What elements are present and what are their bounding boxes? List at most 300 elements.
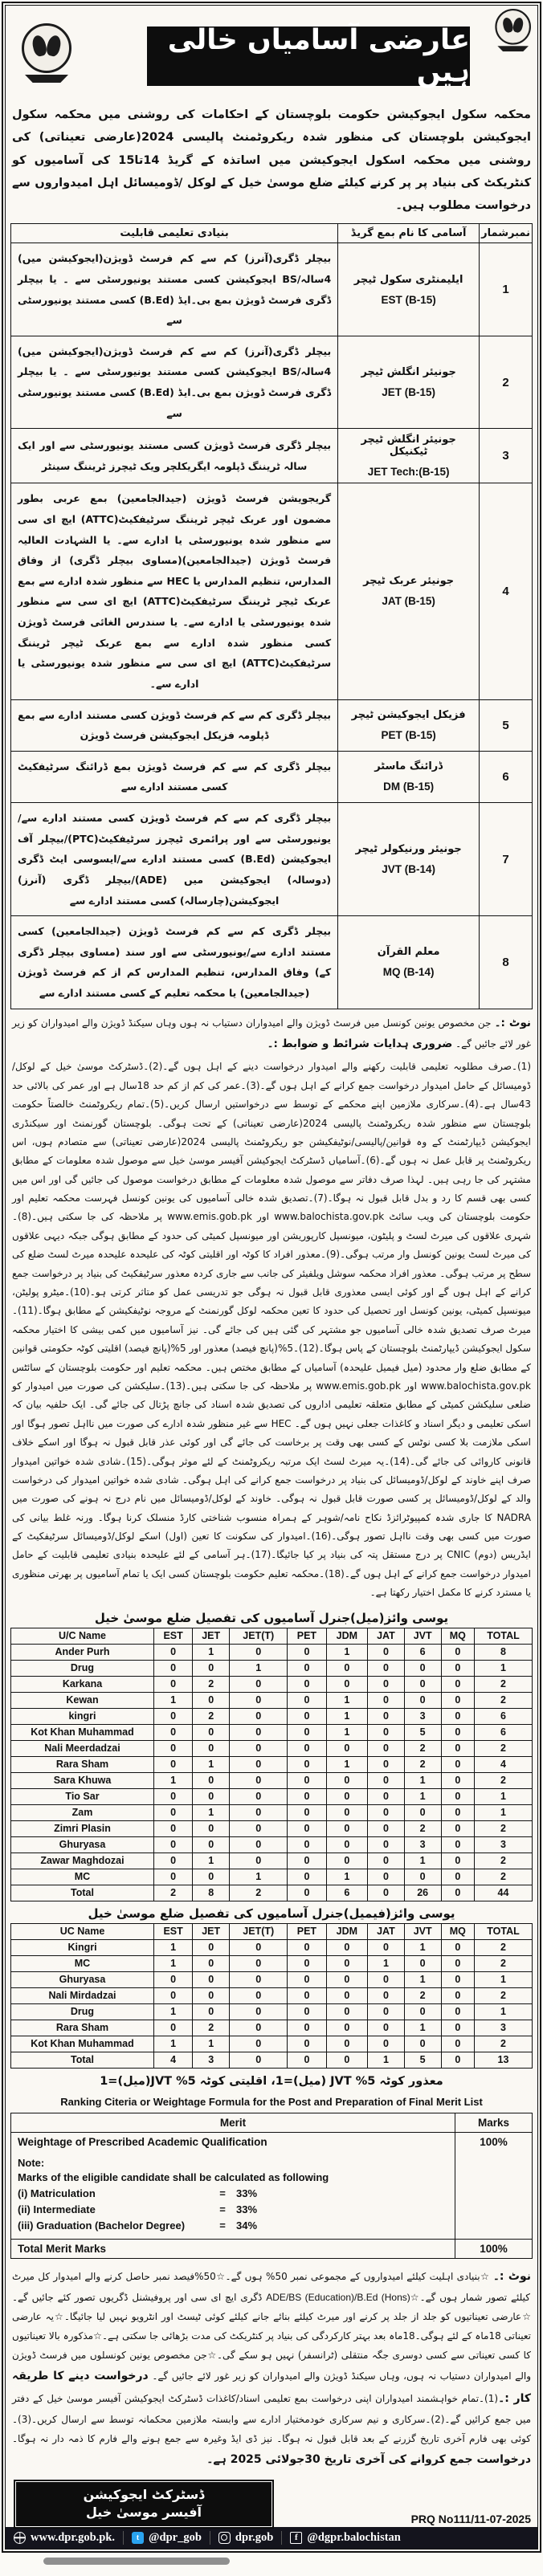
- uc-name-cell: Zam: [11, 1804, 154, 1820]
- bottom-note-prefix: نوٹ :۔: [492, 2269, 532, 2283]
- government-crest-icon: [22, 23, 71, 83]
- female-table-title: یوسی وائز(فیمیل)جنرل آسامیوں کی تفصیل ضلع موسیٰ خیل: [88, 1906, 455, 1921]
- count-cell: 0: [326, 2052, 368, 2068]
- count-cell: 0: [288, 2020, 326, 2036]
- count-cell: 0: [441, 2020, 474, 2036]
- count-cell: 1: [404, 1788, 441, 1804]
- count-cell: 0: [230, 1955, 288, 1971]
- count-cell: 6: [404, 1644, 441, 1660]
- count-cell: 1: [368, 2052, 405, 2068]
- count-cell: 0: [368, 1804, 405, 1820]
- table-row: [11, 1987, 533, 2003]
- count-cell: 1: [368, 1955, 405, 1971]
- count-cell: 0: [441, 1644, 474, 1660]
- count-cell: 0: [368, 1820, 405, 1836]
- column-header: EST: [154, 1628, 193, 1644]
- ade-token: ADE/BS (Education)/B.Ed (Hons): [266, 2291, 410, 2303]
- count-cell: 1: [404, 1971, 441, 1987]
- count-cell: 0: [230, 1788, 288, 1804]
- count-cell: 1: [193, 1804, 230, 1820]
- table-row: [11, 1939, 533, 1955]
- count-cell: 0: [288, 1820, 326, 1836]
- weightage-row: [11, 2133, 532, 2151]
- officer-signature-box: [15, 2481, 272, 2527]
- post-title: فزیکل ایجوکیشن ٹیچر: [351, 709, 466, 722]
- count-cell: 0: [193, 1660, 230, 1676]
- count-cell: 0: [288, 1836, 326, 1853]
- count-cell: 1: [193, 1644, 230, 1660]
- serial-cell: 5: [480, 699, 533, 751]
- table-row: [11, 2020, 533, 2036]
- count-cell: 0: [368, 2003, 405, 2020]
- advert-inner-frame: [5, 5, 538, 2550]
- weightage-label: Weightage of Prescribed Academic Qualification: [18, 2135, 267, 2148]
- count-cell: 0: [288, 2052, 326, 2068]
- post-cell: [338, 243, 480, 336]
- calc-item-graduation: (iii) Graduation (Bachelor Degree) = 34%: [18, 2219, 258, 2232]
- count-cell: 0: [288, 1885, 326, 1901]
- merit-table: [10, 2113, 533, 2259]
- count-cell: 0: [326, 1836, 368, 1853]
- title-banner: [147, 26, 470, 86]
- social-handle: www.dpr.gob.pk.: [31, 2530, 116, 2544]
- count-cell: 0: [404, 1660, 441, 1676]
- count-cell: 1: [193, 1756, 230, 1772]
- count-cell: 0: [230, 1676, 288, 1692]
- vacancy-header-row: [11, 1923, 533, 1939]
- count-cell: 0: [441, 1788, 474, 1804]
- count-cell: 0: [326, 1955, 368, 1971]
- social-handle: @dgpr.balochistan: [307, 2530, 401, 2544]
- total-row: [11, 2052, 533, 2068]
- count-cell: 0: [193, 1987, 230, 2003]
- count-cell: 0: [230, 2003, 288, 2020]
- count-cell: 4: [154, 2052, 193, 2068]
- count-cell: 0: [288, 1740, 326, 1756]
- count-cell: 0: [368, 1853, 405, 1869]
- count-cell: 0: [193, 1869, 230, 1885]
- count-cell: 0: [230, 2020, 288, 2036]
- count-cell: 0: [154, 2020, 193, 2036]
- bottom-note: نوٹ :۔ ☆بنیادی اہلیت کیلئے امیدواروں کے مجموعی نمبر 50% ہوں گے۔☆50%فیصد نمبر حاصل کرنے والے امیدوار کل میرٹ کیلئے تصور شمار ہوں گے۔☆ADE/BS (Education)/B.Ed (Hons) ڈگری ایچ ای سی اور پروفیشنل ڈگریوں تصور کئے جائیں گے۔☆عارضی تعیناتیوں کو جلد از جلد پر کرنے اور میرٹ کیلئے بنائے جانے کیلئے کوئی ٹیسٹ اور انٹرویو نہیں لیا جائیگا۔☆یہ عارضی تعیناتی 18ماہ کے لئے ہوگی۔18ماہ بعد بہتر کارکردگی کی بنیاد پر کنٹریکٹ کی مدت بڑھائی جا سکتی ہے۔☆مذکورہ بالا تعیناتیوں کا کسی تعیناتی سے کسی دوسری جگہ منتقلی (ٹرانسفر) نہیں ہو سکے گی۔☆جن مخصوص یونین کونسلوں میں فرسٹ ڈویژن والے امیدواران دستیاب نہ ہوں، وہاں سیکنڈ ڈویژن والے امیدواران کو زیر غور لائے جائیں گے۔ درخواست دینے کا طریقہ کار :۔(1)۔تمام خواہشمند امیدواران اپنی درخواست بمع تعلیمی اسناد/کاغذات ڈسٹرکٹ ایجوکیشن آفیسر موسیٰ خیل کے دفتر میں جمع کرائیں گے۔(2)۔سرکاری و نیم سرکاری خودمختیار ادارے سے وابستہ ملازمین محکمانہ توسط سے ارسال کریں۔(3)۔ کوئی بھی فارم آخری تاریخ گزرنے کے بعد قابل قبول نہ ہوگا۔ نیز ڈی ایڈ وغیرہ سے جمع ہونے والے فارم کا ذمہ دار نہ ہوگا۔ درخواست جمع کروانے کی آخری تاریخ 30جولائی 2025 ہے۔: [12, 2269, 532, 2466]
- social-handle: dpr.gob: [235, 2530, 274, 2544]
- merit-col-header: Merit: [219, 2116, 247, 2129]
- count-cell: 0: [154, 1676, 193, 1692]
- count-cell: 0: [288, 1756, 326, 1772]
- position-row: [11, 483, 533, 699]
- count-cell: 0: [193, 1971, 230, 1987]
- count-cell: 0: [193, 1836, 230, 1853]
- advert-header: [10, 9, 533, 99]
- count-cell: 2: [475, 1987, 533, 2003]
- count-cell: 0: [154, 1869, 193, 1885]
- count-cell: 0: [154, 1971, 193, 1987]
- table-row: [11, 2036, 533, 2052]
- uc-name-cell: Zawar Maghdozai: [11, 1853, 154, 1869]
- position-row: [11, 751, 533, 802]
- count-cell: 0: [441, 1756, 474, 1772]
- count-cell: 0: [441, 2003, 474, 2020]
- count-cell: 1: [230, 1869, 288, 1885]
- count-cell: 0: [154, 1740, 193, 1756]
- count-cell: 0: [288, 1772, 326, 1788]
- uc-name-cell: Karkana: [11, 1676, 154, 1692]
- count-cell: 0: [154, 1788, 193, 1804]
- count-cell: 0: [230, 1971, 288, 1987]
- count-cell: 0: [368, 1708, 405, 1724]
- post-title: معلم القرآن: [377, 946, 440, 959]
- uc-name-cell: Zimri Plasin: [11, 1820, 154, 1836]
- count-cell: 0: [441, 1955, 474, 1971]
- count-cell: 8: [475, 1644, 533, 1660]
- serial-cell: 4: [480, 483, 533, 699]
- count-cell: 1: [404, 1939, 441, 1955]
- count-cell: 0: [154, 1804, 193, 1820]
- column-header: JET: [193, 1923, 230, 1939]
- count-cell: 0: [288, 1788, 326, 1804]
- column-header: JAT: [368, 1628, 405, 1644]
- count-cell: 0: [288, 1853, 326, 1869]
- post-header: آسامی کا نام بمع گریڈ: [338, 224, 480, 243]
- count-cell: 1: [326, 1692, 368, 1708]
- positions-header-row: [11, 224, 533, 243]
- count-cell: 0: [326, 1788, 368, 1804]
- note-after-positions: [10, 1009, 533, 1058]
- column-header: JVT: [404, 1628, 441, 1644]
- post-cell: [338, 336, 480, 429]
- count-cell: 1: [326, 1756, 368, 1772]
- table-row: [11, 1804, 533, 1820]
- uc-name-cell: Kewan: [11, 1692, 154, 1708]
- serial-cell: 1: [480, 243, 533, 336]
- count-cell: 0: [154, 1756, 193, 1772]
- table-row: [11, 1836, 533, 1853]
- count-cell: 3: [404, 1836, 441, 1853]
- count-cell: 0: [230, 1708, 288, 1724]
- ranking-title: Ranking Citeria or Weightage Formula for the Post and Preparation of Final Merit List: [60, 2095, 483, 2108]
- count-cell: 5: [404, 1724, 441, 1740]
- count-cell: 0: [193, 1955, 230, 1971]
- column-header: UC Name: [11, 1923, 154, 1939]
- footer-zone: [10, 2477, 533, 2527]
- uc-name-cell: Kot Khan Muhammad: [11, 1724, 154, 1740]
- count-cell: 0: [193, 1740, 230, 1756]
- count-cell: 2: [475, 1820, 533, 1836]
- table-row: [11, 1692, 533, 1708]
- count-cell: 0: [154, 1987, 193, 2003]
- position-row: [11, 336, 533, 429]
- count-cell: 0: [193, 1772, 230, 1788]
- count-cell: 0: [326, 1939, 368, 1955]
- count-cell: 0: [404, 1692, 441, 1708]
- count-cell: 1: [326, 1724, 368, 1740]
- count-cell: 0: [193, 1939, 230, 1955]
- count-cell: 6: [475, 1724, 533, 1740]
- note-text: جن مخصوص یونین کونسل میں فرسٹ ڈویژن والے امیدواران دستیاب نہ ہوں وہاں سیکنڈ ڈویژن والے امیدواران کو زیر غور لائے جائیں گے۔: [12, 1017, 531, 1050]
- count-cell: 0: [368, 2036, 405, 2052]
- qualification-cell: بیچلر ڈگری کم سے کم فرسٹ ڈویژن (جیدالجامعین) کسی مستند ادارے سے/یونیورسٹی سے اور سند (مساوی بیچلر ڈگری کے) وفاق المدارس، تنظیم المدارس کم از کم فرسٹ ڈویژن (جیدالجامعین) یا محکمہ تعلیم کے کسی مستند ادارے سے: [11, 916, 338, 1009]
- count-cell: 1: [475, 1971, 533, 1987]
- count-cell: 2: [193, 1676, 230, 1692]
- prq-number: PRQ No111/11-07-2025: [410, 2512, 531, 2525]
- post-code: DM (B-15): [383, 781, 435, 793]
- advert-outer-frame: [2, 2, 541, 2553]
- column-header: TOTAL: [475, 1923, 533, 1939]
- marks-col-header: Marks: [455, 2113, 532, 2132]
- uc-name-cell: Sara Khuwa: [11, 1772, 154, 1788]
- count-cell: 0: [288, 1971, 326, 1987]
- position-row: [11, 803, 533, 916]
- total-merit-row: [11, 2239, 532, 2258]
- count-cell: 0: [230, 1820, 288, 1836]
- count-cell: 1: [230, 1660, 288, 1676]
- qualification-cell: بیچلر ڈگری فرسٹ ڈویژن کسی مستند یونیورسٹی سے اور ایک سالہ ٹریننگ ڈپلومہ ایگریکلچر ویک ٹیچرز ٹریننگ سینٹر: [11, 429, 338, 483]
- count-cell: 1: [154, 1692, 193, 1708]
- advert-title: عارضی آسامیاں خالی ہیں: [167, 24, 470, 88]
- count-cell: 0: [230, 1724, 288, 1740]
- count-cell: 0: [368, 1740, 405, 1756]
- count-cell: 0: [193, 2003, 230, 2020]
- count-cell: 2: [193, 2020, 230, 2036]
- count-cell: 0: [230, 2052, 288, 2068]
- note-prefix: نوٹ :۔: [494, 1016, 532, 1029]
- count-cell: 0: [288, 1708, 326, 1724]
- merit-note-line: Marks of the eligible candidate shall be calculated as following: [18, 2170, 329, 2183]
- column-header: PET: [288, 1923, 326, 1939]
- uc-name-cell: Kot Khan Muhammad: [11, 2036, 154, 2052]
- count-cell: 0: [154, 1660, 193, 1676]
- table-row: [11, 1869, 533, 1885]
- count-cell: 0: [326, 1971, 368, 1987]
- serial-cell: 3: [480, 429, 533, 483]
- count-cell: 0: [404, 1804, 441, 1820]
- count-cell: 0: [193, 1788, 230, 1804]
- post-title: ایلیمنٹری سکول ٹیچر: [353, 273, 463, 286]
- count-cell: 0: [154, 1644, 193, 1660]
- count-cell: 2: [154, 1885, 193, 1901]
- last-date: درخواست جمع کروانے کی آخری تاریخ 30جولائی 2025 ہے۔: [206, 2452, 531, 2466]
- count-cell: 0: [368, 1660, 405, 1676]
- post-code: EST (B-15): [381, 293, 436, 306]
- count-cell: 0: [230, 1836, 288, 1853]
- uc-name-cell: Rara Sham: [11, 1756, 154, 1772]
- post-cell: [338, 483, 480, 699]
- count-cell: 0: [288, 1869, 326, 1885]
- count-cell: 0: [368, 1676, 405, 1692]
- scrollbar-thumb[interactable]: [43, 2558, 230, 2565]
- count-cell: 0: [441, 2052, 474, 2068]
- count-cell: 2: [230, 1885, 288, 1901]
- procedure-heading: درخواست دینے کا طریقہ کار :۔: [12, 2369, 531, 2405]
- count-cell: 0: [154, 1820, 193, 1836]
- count-cell: 0: [288, 2003, 326, 2020]
- count-cell: 0: [154, 1708, 193, 1724]
- table-row: [11, 1853, 533, 1869]
- count-cell: 1: [326, 1708, 368, 1724]
- social-item: [123, 2531, 210, 2545]
- count-cell: 0: [441, 1971, 474, 1987]
- count-cell: 2: [404, 1987, 441, 2003]
- instructions-heading: ضروری ہدایات شرائط و ضوابط :۔: [267, 1037, 453, 1051]
- quota-line: معذور کوٹہ 5% JVT (میل)=1، اقلیتی کوٹہ 5% JVT(میل)=1: [100, 2074, 443, 2088]
- count-cell: 1: [154, 1939, 193, 1955]
- count-cell: 0: [441, 1820, 474, 1836]
- count-cell: 0: [154, 1724, 193, 1740]
- count-cell: 2: [193, 1708, 230, 1724]
- count-cell: 0: [288, 1692, 326, 1708]
- count-cell: 1: [404, 2020, 441, 2036]
- count-cell: 0: [441, 1708, 474, 1724]
- table-row: [11, 1820, 533, 1836]
- count-cell: 0: [230, 1853, 288, 1869]
- vacancy-header-row: [11, 1628, 533, 1644]
- intro-paragraph: محکمہ سکول ایجوکیشن حکومت بلوچستان کے احکامات کی روشنی میں محکمہ سکول ایجوکیشن بلوچستان کی منظور شدہ ریکروٹمنٹ پالیسی 2024(عارضی تعیناتی) کی روشنی میں محکمہ اسکول ایجوکیشن میں اساتذہ کے گریڈ 14تا15 کی آسامیوں کو کنٹریکٹ کی بنیاد پر پر کرنے کیلئے ضلع موسیٰ خیل کے لوکل /ڈومیسائل اہل امیدواروں سے درخواست مطلوب ہیں۔: [12, 108, 531, 213]
- count-cell: 0: [230, 1692, 288, 1708]
- count-cell: 3: [475, 2020, 533, 2036]
- count-cell: 0: [368, 1836, 405, 1853]
- count-cell: 0: [368, 1869, 405, 1885]
- post-title: جونیئر عربک ٹیچر: [363, 575, 455, 588]
- count-cell: 0: [288, 1955, 326, 1971]
- merit-note-label: Note:: [18, 2156, 45, 2169]
- count-cell: 0: [230, 1756, 288, 1772]
- count-cell: 0: [368, 1644, 405, 1660]
- post-title: جونیئر ورنیکولر ٹیچر: [355, 843, 462, 856]
- count-cell: 0: [368, 1724, 405, 1740]
- count-cell: 2: [475, 1676, 533, 1692]
- uc-name-cell: Rara Sham: [11, 2020, 154, 2036]
- weightage-marks: 100%: [455, 2133, 532, 2151]
- count-cell: 26: [404, 1885, 441, 1901]
- twitter-icon: t: [132, 2532, 144, 2544]
- post-code: JET Tech:(B-15): [367, 466, 450, 479]
- serial-cell: 7: [480, 803, 533, 916]
- count-cell: 0: [441, 1772, 474, 1788]
- uc-name-cell: Total: [11, 2052, 154, 2068]
- count-cell: 0: [326, 1676, 368, 1692]
- count-cell: 0: [288, 1987, 326, 2003]
- count-cell: 0: [441, 1853, 474, 1869]
- count-cell: 0: [368, 1772, 405, 1788]
- count-cell: 0: [441, 1869, 474, 1885]
- count-cell: 0: [230, 2036, 288, 2052]
- count-cell: 0: [441, 1939, 474, 1955]
- count-cell: 0: [288, 1724, 326, 1740]
- column-header: JET(T): [230, 1628, 288, 1644]
- count-cell: 1: [404, 1853, 441, 1869]
- count-cell: 0: [193, 1692, 230, 1708]
- total-merit-marks: 100%: [455, 2240, 532, 2258]
- count-cell: 6: [326, 1885, 368, 1901]
- uc-name-cell: MC: [11, 1955, 154, 1971]
- post-code: JAT (B-15): [382, 595, 435, 608]
- count-cell: 0: [368, 1692, 405, 1708]
- column-header: JDM: [326, 1628, 368, 1644]
- count-cell: 2: [475, 2036, 533, 2052]
- uc-name-cell: Kingri: [11, 1939, 154, 1955]
- total-merit-label: Total Merit Marks: [18, 2242, 107, 2255]
- count-cell: 0: [368, 1885, 405, 1901]
- count-cell: 0: [441, 1804, 474, 1820]
- count-cell: 0: [404, 1676, 441, 1692]
- positions-table: [10, 223, 533, 1009]
- column-header: MQ: [441, 1628, 474, 1644]
- count-cell: 0: [230, 1804, 288, 1820]
- count-cell: 1: [475, 2003, 533, 2020]
- uc-name-cell: Nali Mirdadzai: [11, 1987, 154, 2003]
- count-cell: 0: [193, 1820, 230, 1836]
- count-cell: 0: [368, 1939, 405, 1955]
- count-cell: 1: [475, 1788, 533, 1804]
- count-cell: 0: [404, 1869, 441, 1885]
- count-cell: 1: [154, 2003, 193, 2020]
- count-cell: 0: [441, 1740, 474, 1756]
- count-cell: 2: [475, 1772, 533, 1788]
- post-title: جونیئر انگلش ٹیچر: [361, 366, 456, 379]
- male-table-title: یوسی وائز(میل)جنرل آسامیوں کی تفصیل ضلع موسیٰ خیل: [94, 1610, 449, 1625]
- count-cell: 1: [475, 1804, 533, 1820]
- position-row: [11, 429, 533, 483]
- count-cell: 0: [326, 2003, 368, 2020]
- count-cell: 44: [475, 1885, 533, 1901]
- social-item: [210, 2531, 281, 2545]
- calc-item-matric: (i) Matriculation = 33%: [18, 2187, 258, 2199]
- post-cell: [338, 916, 480, 1009]
- count-cell: 3: [404, 1708, 441, 1724]
- instructions-paragraph: (1)۔صرف مطلوبہ تعلیمی قابلیت رکھنے والے امیدوار درخواست دینے کے اہل ہوں گے۔(2)۔ڈسٹرکٹ موسیٰ خیل کے لوکل/ڈومیسائل کے حامل امیدوار درخواست جمع کرانے کے اہل ہوں گے۔(3)۔عمر کی کم از کم حد 18سال ہے اور عمر کی بالائی حد 43سال ہے۔(4)۔سرکاری ملازمین اپنے محکمے کے توسط سے درخواستیں ارسال کریں۔(5)۔تمام ریکروٹمنٹ خالصتاً حکومت بلوچستان سے منظور شدہ ریکروٹمنٹ پالیسی 2024(عارضی تعیناتی) کے تحت ہوگی۔ بلوچستان گورنمنٹ اور سیکنڈری ایجوکیشن ڈیپارٹمنٹ کے وہ قوانین/پالیسی/نوٹیفکیشن جو ریکروٹمنٹ پالیسی 2024(عارضی تعیناتی) سے متصادم ہوں، اس ریکروٹمنٹ پر قابل عمل نہ ہوں گے۔(6)۔آسامیاں ڈسٹرکٹ ایجوکیشن آفیسر موسیٰ خیل سے موصول شدہ معلومات کے مطابق مشتہر کی جا رہی ہیں۔ لہذا صرف دفاتر سے موصول شدہ معلومات کے مطابق درخواست موصول کی جائیں گی اور اس میں کسی بھی قسم کا رد و بدل قابل قبول نہ ہوگا۔(7)۔تصدیق شدہ خالی آسامیوں کی یونین کونسل فہرست محکمہ تعلیم اور حکومت بلوچستان کی ویب سائٹ www.balochista.gov.pk اور www.emis.gob.pk پر ملاحظہ کی جا سکتی ہیں۔(8)۔شہری علاقوں کی میرٹ لسٹ و پلیٹون، میونسپل کارپوریشن اور میونسپل کمیٹی کی حدود کے مطابق ہوگی جبکہ دیہی علاقوں کی میرٹ لسٹ یونین کونسل وار مرتب ہوگی۔(9)۔معذور افراد کا کوٹہ اور اقلیتی کوٹہ کی علیحدہ علیحدہ میرٹ لسٹ ضلع کی سطح پر مرتب ہوگی۔ معذور افراد محکمہ سوشل ویلفیئر کی جانب سے جاری کردہ معذور سرٹیفکیٹ کی بنیاد پر درخواست جمع کرانے کے اہل ہوں گے اور کوئی ایسی معذوری قابل قبول نہ ہوگی جو تدریسی عمل کو متاثر کرتی ہو۔(10)۔میٹرو پولیٹن، میونسپل کمیٹی، یونین کونسل اور تحصیل کی حدود کا تعین محکمہ لوکل گورنمنٹ کے مروجہ نوٹیفکیشن کے مطابق ہوگا۔(11)۔میرٹ صرف تصدیق شدہ خالی آسامیوں جو مشتہر کی گئی ہیں کی جائے گی۔ نیز آسامیوں میں کمی بیشی کا اختیار محکمہ سکول ایجوکیشن ڈیپارٹمنٹ بلوچستان کے پاس ہوگا۔(12)۔5%(پانچ فیصد) معذور اور 5%(پانچ فیصد) اقلیتی کوٹہ حکومتی قوانین کے مطابق ضلع وار محدود (میل فیمیل علیحدہ) آسامیاں کے مطابق مختص ہیں۔ محکمہ تعلیم اور حکومت بلوچستان کے سائٹس www.balochista.gov.pk اور www.emis.gob.pk پر ملاحظہ کی جا سکتی ہیں۔(13)۔سلیکشن کی صورت میں امیدوار کو ضلعی سلیکشن کمیٹی کے مطابق متعلقہ تعلیمی اداروں کی تصدیق شدہ اسناد کی جانچ پڑتال کی جائے گی۔ ایک حلفیہ بیان کہ اسکی تعلیمی و دیگر اسناد و کاغذات جعلی نہیں ہوں گے۔ HEC سے غیر منظور شدہ ادارے کی صورت میں نااہل تصور ہوگا اور اسکی ملازمت بلا کسی نوٹس کے کسی بھی وقت پر برخاست کی جائے گی اور کوئی عذر قابل قبول نہ ہوگا اور اسکے خلاف قانونی کاروائی کی جائے گی۔(14)۔یہ میرٹ لسٹ ایک مرتبہ ریکروٹمنٹ کے لئے موثر ہوگی۔(15)۔شادی شدہ خواتین امیدوار صرف اپنے خاوند کے لوکل/ڈومیسائل کی بنیاد پر درخواست جمع کرانے کی اہل ہوگی۔ شادی شدہ خواتین امیدوار کی درخواست والد کے لوکل/ڈومیسائل پر کسی صورت قابل قبول نہ ہوگی۔ خاوند کے لوکل/ڈومیسائل میں نام درج نہ ہونے کی صورت میں NADRA کا جاری شدہ کمپیوٹرائزڈ نکاح نامہ/شوہر کے ہمراہ منسوب شناختی کارڈ منسلک کرنا ہوگا۔ ورنہ غلط بیانی کی صورت میں کسی بھی وقت نااہل تصور ہوگی۔(16)۔امیدوار کی سکونت کا تعین (اول) اسکے لوکل/ڈومیسائل سرٹیفکیٹ کے ایڈریس (دوم) CNIC پر درج مستقل پتہ کی بنیاد پر کیا جائیگا۔(17)۔ہر آسامی کے لئے علیحدہ بنیادی تعلیمی قابلیت کے حامل امیدوار درخواست جمع کرانے کے اہل ہوں گے۔(18)۔محکمہ تعلیم حکومت بلوچستان کسی ایک یا تمام آسامیوں پر بھرتی منظوری یا مسترد کرنے کا مکمل اختیار رکھتا ہے۔: [12, 1061, 532, 1599]
- serial-cell: 8: [480, 916, 533, 1009]
- count-cell: 1: [154, 1955, 193, 1971]
- serial-cell: 6: [480, 751, 533, 802]
- count-cell: 4: [475, 1756, 533, 1772]
- count-cell: 0: [326, 2036, 368, 2052]
- male-vacancy-table: [10, 1628, 533, 1901]
- column-header: EST: [154, 1923, 193, 1939]
- table-row: [11, 1740, 533, 1756]
- count-cell: 0: [288, 1939, 326, 1955]
- qualification-cell: بیچلر ڈگری کم سے کم فرسٹ ڈویژن کسی مستند ادارے سے بمع ڈپلومہ فزیکل ایجوکیشن فرسٹ ڈویژن: [11, 699, 338, 751]
- position-row: [11, 243, 533, 336]
- count-cell: 0: [288, 2036, 326, 2052]
- officer-line1: ڈسٹرکٹ ایجوکیشن: [83, 2486, 205, 2502]
- post-code: PET (B-15): [381, 729, 436, 742]
- count-cell: 0: [326, 1820, 368, 1836]
- count-cell: 0: [326, 1853, 368, 1869]
- table-row: [11, 1644, 533, 1660]
- count-cell: 0: [441, 1724, 474, 1740]
- serial-header: نمبرشمار: [480, 224, 533, 243]
- table-row: [11, 1756, 533, 1772]
- count-cell: 8: [193, 1885, 230, 1901]
- table-row: [11, 1676, 533, 1692]
- count-cell: 0: [154, 1853, 193, 1869]
- globe-icon: [14, 2532, 26, 2544]
- uc-name-cell: Drug: [11, 2003, 154, 2020]
- table-row: [11, 1772, 533, 1788]
- count-cell: 0: [404, 2036, 441, 2052]
- post-title: جونیئر انگلش ٹیچر ٹیکنیکل: [361, 434, 456, 459]
- facebook-icon: f: [290, 2532, 302, 2544]
- count-cell: 0: [288, 1676, 326, 1692]
- column-header: PET: [288, 1628, 326, 1644]
- merit-header-row: [11, 2113, 532, 2133]
- count-cell: 5: [404, 2052, 441, 2068]
- uc-name-cell: Drug: [11, 1660, 154, 1676]
- count-cell: 0: [441, 1676, 474, 1692]
- social-media-bar: [6, 2527, 537, 2549]
- uc-name-cell: Ander Purh: [11, 1644, 154, 1660]
- count-cell: 1: [404, 1772, 441, 1788]
